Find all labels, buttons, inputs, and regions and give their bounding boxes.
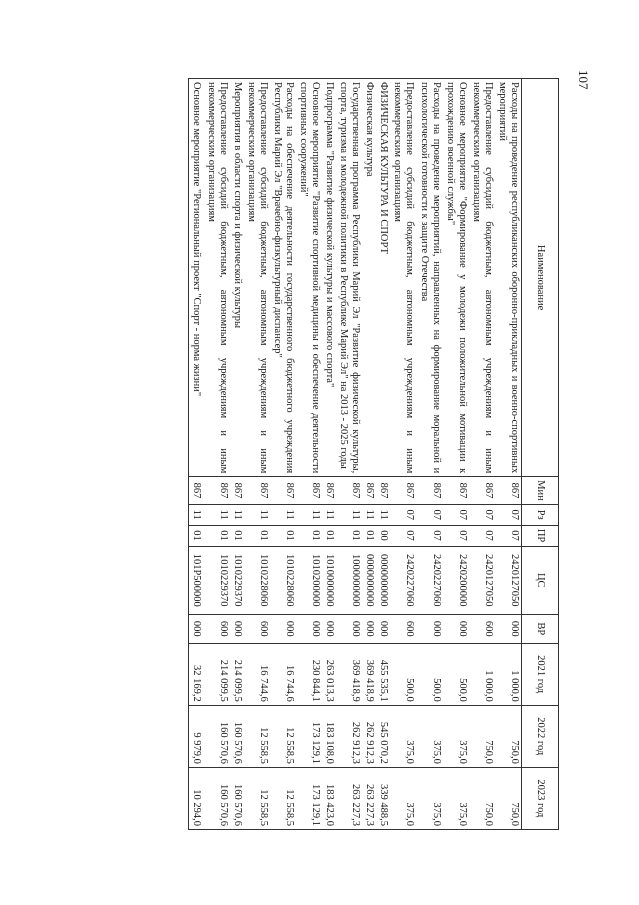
cell-cs: 2420127050 <box>495 546 522 614</box>
cell-2023: 12 558,5 <box>270 767 296 829</box>
cell-name: Расходы на проведение мероприятий, направленных на формирование моральной и психологической готовности к защите Отечества <box>417 79 443 477</box>
cell-min: 867 <box>322 477 336 505</box>
cell-2022: 160 570,6 <box>204 705 230 767</box>
cell-2022: 173 129,1 <box>296 705 322 767</box>
table-body <box>189 79 522 830</box>
cell-name: Расходы на обеспечение деятельности государственного бюджетного учреждения Республики Марий Эл "Врачебно-физкультурный диспансер" <box>270 79 296 477</box>
cell-2023: 173 129,1 <box>296 767 322 829</box>
cell-2021: 500,0 <box>443 643 469 705</box>
cell-name: Физическая культура <box>362 79 376 477</box>
cell-2023: 375,0 <box>390 767 416 829</box>
cell-min: 867 <box>296 477 322 505</box>
cell-rz: 11 <box>296 504 322 525</box>
cell-pr: 01 <box>270 525 296 546</box>
cell-2021: 230 844,1 <box>296 643 322 705</box>
cell-2022: 183 108,0 <box>322 705 336 767</box>
cell-rz: 11 <box>362 504 376 525</box>
cell-min: 867 <box>376 477 390 505</box>
cell-2021: 369 418,9 <box>362 643 376 705</box>
table-row <box>417 79 443 830</box>
cell-2021: 500,0 <box>390 643 416 705</box>
cell-rz: 07 <box>469 504 495 525</box>
cell-2021: 500,0 <box>417 643 443 705</box>
table-row <box>376 79 390 830</box>
cell-2022: 375,0 <box>443 705 469 767</box>
cell-pr: 01 <box>336 525 362 546</box>
cell-cs: 2420227060 <box>417 546 443 614</box>
cell-2022: 545 070,2 <box>376 705 390 767</box>
table-row <box>443 79 469 830</box>
cell-min: 867 <box>230 477 244 505</box>
cell-2023: 12 558,5 <box>244 767 270 829</box>
cell-cs: 1010228060 <box>244 546 270 614</box>
header-min: Мин <box>522 477 559 505</box>
cell-cs: 1010229370 <box>204 546 230 614</box>
cell-min: 867 <box>362 477 376 505</box>
cell-pr: 01 <box>230 525 244 546</box>
cell-pr: 07 <box>469 525 495 546</box>
table-row <box>322 79 336 830</box>
cell-2022: 750,0 <box>495 705 522 767</box>
cell-name: Основное мероприятие "Региональный проект "Спорт - норма жизни" <box>189 79 204 477</box>
cell-min: 867 <box>469 477 495 505</box>
cell-cs: 1010228060 <box>270 546 296 614</box>
table-row <box>390 79 416 830</box>
cell-2023: 160 570,6 <box>230 767 244 829</box>
cell-cs: 2420200000 <box>443 546 469 614</box>
cell-2021: 1 000,0 <box>495 643 522 705</box>
cell-min: 867 <box>390 477 416 505</box>
cell-rz: 07 <box>443 504 469 525</box>
cell-name: Основное мероприятие "Развитие спортивной медицины и обеспечение деятельности спортивных сооружений" <box>296 79 322 477</box>
cell-vr: 000 <box>296 614 322 643</box>
cell-cs: 0000000000 <box>376 546 390 614</box>
cell-vr: 000 <box>443 614 469 643</box>
cell-rz: 11 <box>204 504 230 525</box>
table-row <box>230 79 244 830</box>
cell-vr: 000 <box>230 614 244 643</box>
cell-pr: 01 <box>322 525 336 546</box>
cell-pr: 01 <box>204 525 230 546</box>
cell-pr: 01 <box>244 525 270 546</box>
cell-rz: 11 <box>322 504 336 525</box>
table-row <box>270 79 296 830</box>
cell-2021: 16 744,6 <box>270 643 296 705</box>
cell-2023: 263 227,3 <box>336 767 362 829</box>
cell-2023: 183 423,0 <box>322 767 336 829</box>
cell-2022: 262 912,3 <box>336 705 362 767</box>
cell-2022: 750,0 <box>469 705 495 767</box>
header-name: Наименование <box>522 79 559 477</box>
cell-name: Государственная программа Республики Марий Эл "Развитие физической культуры, спорта, туризма и молодежной политики в Республике Марий Эл" на 2013 - 2025 годы <box>336 79 362 477</box>
cell-min: 867 <box>417 477 443 505</box>
cell-2022: 12 558,5 <box>270 705 296 767</box>
cell-rz: 11 <box>270 504 296 525</box>
cell-name: Расходы на проведение республиканских оборонно-прикладных и военно-спортивных мероприятий <box>495 79 522 477</box>
cell-2021: 214 099,5 <box>204 643 230 705</box>
cell-vr: 000 <box>495 614 522 643</box>
header-cs: ЦС <box>522 546 559 614</box>
cell-rz: 11 <box>230 504 244 525</box>
cell-min: 867 <box>244 477 270 505</box>
cell-name: Предоставление субсидий бюджетным, автономным учреждениям и иным некоммерческим организациям <box>204 79 230 477</box>
cell-2022: 375,0 <box>390 705 416 767</box>
table-row <box>189 79 204 830</box>
cell-cs: 1010000000 <box>322 546 336 614</box>
cell-vr: 600 <box>469 614 495 643</box>
table-row <box>362 79 376 830</box>
cell-2023: 750,0 <box>469 767 495 829</box>
cell-2022: 375,0 <box>417 705 443 767</box>
header-2021: 2021 год <box>522 643 559 705</box>
cell-name: Подпрограмма "Развитие физической культуры и массового спорта" <box>322 79 336 477</box>
cell-pr: 07 <box>390 525 416 546</box>
cell-2023: 263 227,3 <box>362 767 376 829</box>
cell-rz: 07 <box>390 504 416 525</box>
cell-cs: 2420127050 <box>469 546 495 614</box>
table-row <box>469 79 495 830</box>
cell-2023: 750,0 <box>495 767 522 829</box>
cell-name: Предоставление субсидий бюджетным, автономным учреждениям и иным некоммерческим организациям <box>244 79 270 477</box>
cell-pr: 01 <box>362 525 376 546</box>
budget-table <box>188 78 559 830</box>
cell-cs: 101P500000 <box>189 546 204 614</box>
cell-2022: 9 979,0 <box>189 705 204 767</box>
table-row <box>244 79 270 830</box>
cell-2023: 10 294,0 <box>189 767 204 829</box>
header-2023: 2023 год <box>522 767 559 829</box>
cell-min: 867 <box>204 477 230 505</box>
cell-2021: 1 000,0 <box>469 643 495 705</box>
table-row <box>336 79 362 830</box>
cell-cs: 1010229370 <box>230 546 244 614</box>
cell-pr: 01 <box>296 525 322 546</box>
cell-vr: 000 <box>322 614 336 643</box>
cell-name: Мероприятия в области спорта и физической культуры <box>230 79 244 477</box>
cell-2023: 375,0 <box>417 767 443 829</box>
cell-vr: 000 <box>270 614 296 643</box>
table-header-row <box>522 79 559 830</box>
cell-min: 867 <box>270 477 296 505</box>
table-row <box>204 79 230 830</box>
cell-min: 867 <box>495 477 522 505</box>
cell-2022: 262 912,3 <box>362 705 376 767</box>
cell-min: 867 <box>443 477 469 505</box>
cell-vr: 600 <box>390 614 416 643</box>
cell-2021: 455 535,1 <box>376 643 390 705</box>
header-rz: Рз <box>522 504 559 525</box>
cell-name: Предоставление субсидий бюджетным, автономным учреждениям и иным некоммерческим организациям <box>390 79 416 477</box>
cell-pr: 07 <box>417 525 443 546</box>
cell-pr: 01 <box>189 525 204 546</box>
cell-vr: 000 <box>336 614 362 643</box>
header-2022: 2022 год <box>522 705 559 767</box>
cell-2021: 16 744,6 <box>244 643 270 705</box>
cell-cs: 2420227060 <box>390 546 416 614</box>
cell-cs: 1000000000 <box>336 546 362 614</box>
cell-min: 867 <box>336 477 362 505</box>
cell-2021: 32 169,2 <box>189 643 204 705</box>
cell-vr: 000 <box>376 614 390 643</box>
cell-name: Основное мероприятие "Формирование у молодежи положительной мотивации к прохождению военной службы" <box>443 79 469 477</box>
cell-pr: 00 <box>376 525 390 546</box>
header-vr: ВР <box>522 614 559 643</box>
cell-vr: 000 <box>189 614 204 643</box>
table-row <box>495 79 522 830</box>
cell-pr: 07 <box>443 525 469 546</box>
cell-2023: 160 570,6 <box>204 767 230 829</box>
cell-2021: 214 099,5 <box>230 643 244 705</box>
table-row <box>296 79 322 830</box>
cell-rz: 07 <box>495 504 522 525</box>
cell-rz: 07 <box>417 504 443 525</box>
cell-vr: 000 <box>417 614 443 643</box>
cell-vr: 600 <box>204 614 230 643</box>
cell-2023: 375,0 <box>443 767 469 829</box>
cell-2021: 369 418,9 <box>336 643 362 705</box>
cell-2023: 339 488,5 <box>376 767 390 829</box>
cell-rz: 11 <box>189 504 204 525</box>
cell-2021: 263 013,3 <box>322 643 336 705</box>
cell-2022: 160 570,6 <box>230 705 244 767</box>
cell-min: 867 <box>189 477 204 505</box>
cell-name: Предоставление субсидий бюджетным, автономным учреждениям и иным некоммерческим организациям <box>469 79 495 477</box>
cell-rz: 11 <box>376 504 390 525</box>
cell-rz: 11 <box>336 504 362 525</box>
cell-vr: 000 <box>362 614 376 643</box>
cell-rz: 11 <box>244 504 270 525</box>
page-number: 107 <box>576 70 591 90</box>
cell-cs: 1010200000 <box>296 546 322 614</box>
cell-2022: 12 558,5 <box>244 705 270 767</box>
header-pr: ПР <box>522 525 559 546</box>
cell-vr: 600 <box>244 614 270 643</box>
cell-name: ФИЗИЧЕСКАЯ КУЛЬТУРА И СПОРТ <box>376 79 390 477</box>
cell-cs: 0000000000 <box>362 546 376 614</box>
cell-pr: 07 <box>495 525 522 546</box>
